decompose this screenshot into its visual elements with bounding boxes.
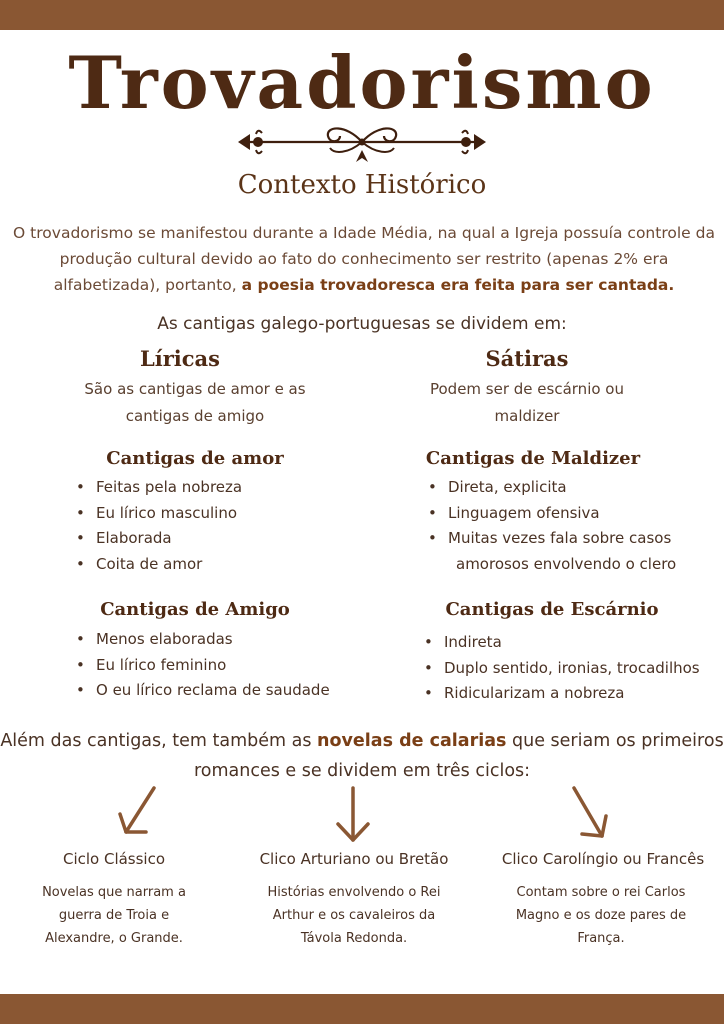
list-item: • Muitas vezes fala sobre casos <box>428 526 676 552</box>
intro-paragraph <box>8 220 720 298</box>
cycle-arturiano-description: Histórias envolvendo o Rei Arthur e os cavaleiros da Távola Redonda. <box>267 885 441 946</box>
cantigas-maldizer-heading: Cantigas de Maldizer <box>425 448 641 469</box>
bottom-border-bar <box>0 994 724 1024</box>
satiras-description: Podem ser de escárnio ou maldizer <box>429 380 624 425</box>
list-item: • Indireta <box>424 630 700 656</box>
novelas-bold-text: novelas de calarias <box>317 731 507 751</box>
list-item-continuation: amorosos envolvendo o clero <box>456 554 677 573</box>
list-item: • Duplo sentido, ironias, trocadilhos <box>424 656 700 682</box>
cantigas-amigo-heading: Cantigas de Amigo <box>100 599 290 620</box>
flourish-divider-icon <box>236 120 488 164</box>
novelas-text-pre: Além das cantigas, tem também as <box>0 731 318 751</box>
satiras-heading: Sátiras <box>485 346 569 371</box>
list-item: • Elaborada <box>76 526 242 552</box>
novelas-paragraph <box>0 726 724 786</box>
cantigas-amor-list <box>76 475 242 577</box>
section-subtitle: Contexto Histórico <box>237 170 487 200</box>
list-item: • Coita de amor <box>76 552 242 578</box>
cantigas-escarnio-heading: Cantigas de Escárnio <box>445 599 659 620</box>
list-item: • Direta, explicita <box>428 475 676 501</box>
division-lead-text: As cantigas galego-portuguesas se dividem em: <box>157 314 567 334</box>
page-title: Trovadorismo <box>68 40 656 125</box>
cycle-carolingio-description: Contam sobre o rei Carlos Magno e os doze pares de França. <box>515 885 687 946</box>
list-item: • Feitas pela nobreza <box>76 475 242 501</box>
liricas-heading: Líricas <box>139 346 220 371</box>
cycle-classico-name: Ciclo Clássico <box>62 850 166 868</box>
cantigas-amigo-list <box>76 627 330 704</box>
arrow-down-right-icon <box>566 784 616 842</box>
list-item: • Ridicularizam a nobreza <box>424 681 700 707</box>
intro-text: O trovadorismo se manifestou durante a Idade Média, na qual a Igreja possuía controle da produção cultural devido ao fato do conhecimento ser restrito (apenas 2% era alfabetizada), portanto, <box>13 224 715 294</box>
cantigas-amor-heading: Cantigas de amor <box>106 448 284 469</box>
cantigas-escarnio-list <box>424 630 700 707</box>
cycle-carolingio-name: Clico Carolíngio ou Francês <box>501 850 705 868</box>
cycle-arturiano-name: Clico Arturiano ou Bretão <box>259 850 449 868</box>
cycle-classico-description: Novelas que narram a guerra de Troia e Alexandre, o Grande. <box>42 885 186 946</box>
top-border-bar <box>0 0 724 30</box>
cantigas-maldizer-list <box>428 475 676 577</box>
list-item: • Menos elaboradas <box>76 627 330 653</box>
list-item: • Eu lírico masculino <box>76 501 242 527</box>
list-item: • Eu lírico feminino <box>76 653 330 679</box>
list-item: • O eu lírico reclama de saudade <box>76 678 330 704</box>
liricas-description: São as cantigas de amor e as cantigas de amigo <box>84 380 306 425</box>
list-item: • Linguagem ofensiva <box>428 501 676 527</box>
arrow-down-icon <box>328 784 378 846</box>
intro-bold-text: a poesia trovadoresca era feita para ser cantada. <box>241 276 675 294</box>
novelas-text-post: que seriam os primeiros romances e se dividem em três ciclos: <box>193 731 724 781</box>
arrow-down-left-icon <box>114 784 164 840</box>
